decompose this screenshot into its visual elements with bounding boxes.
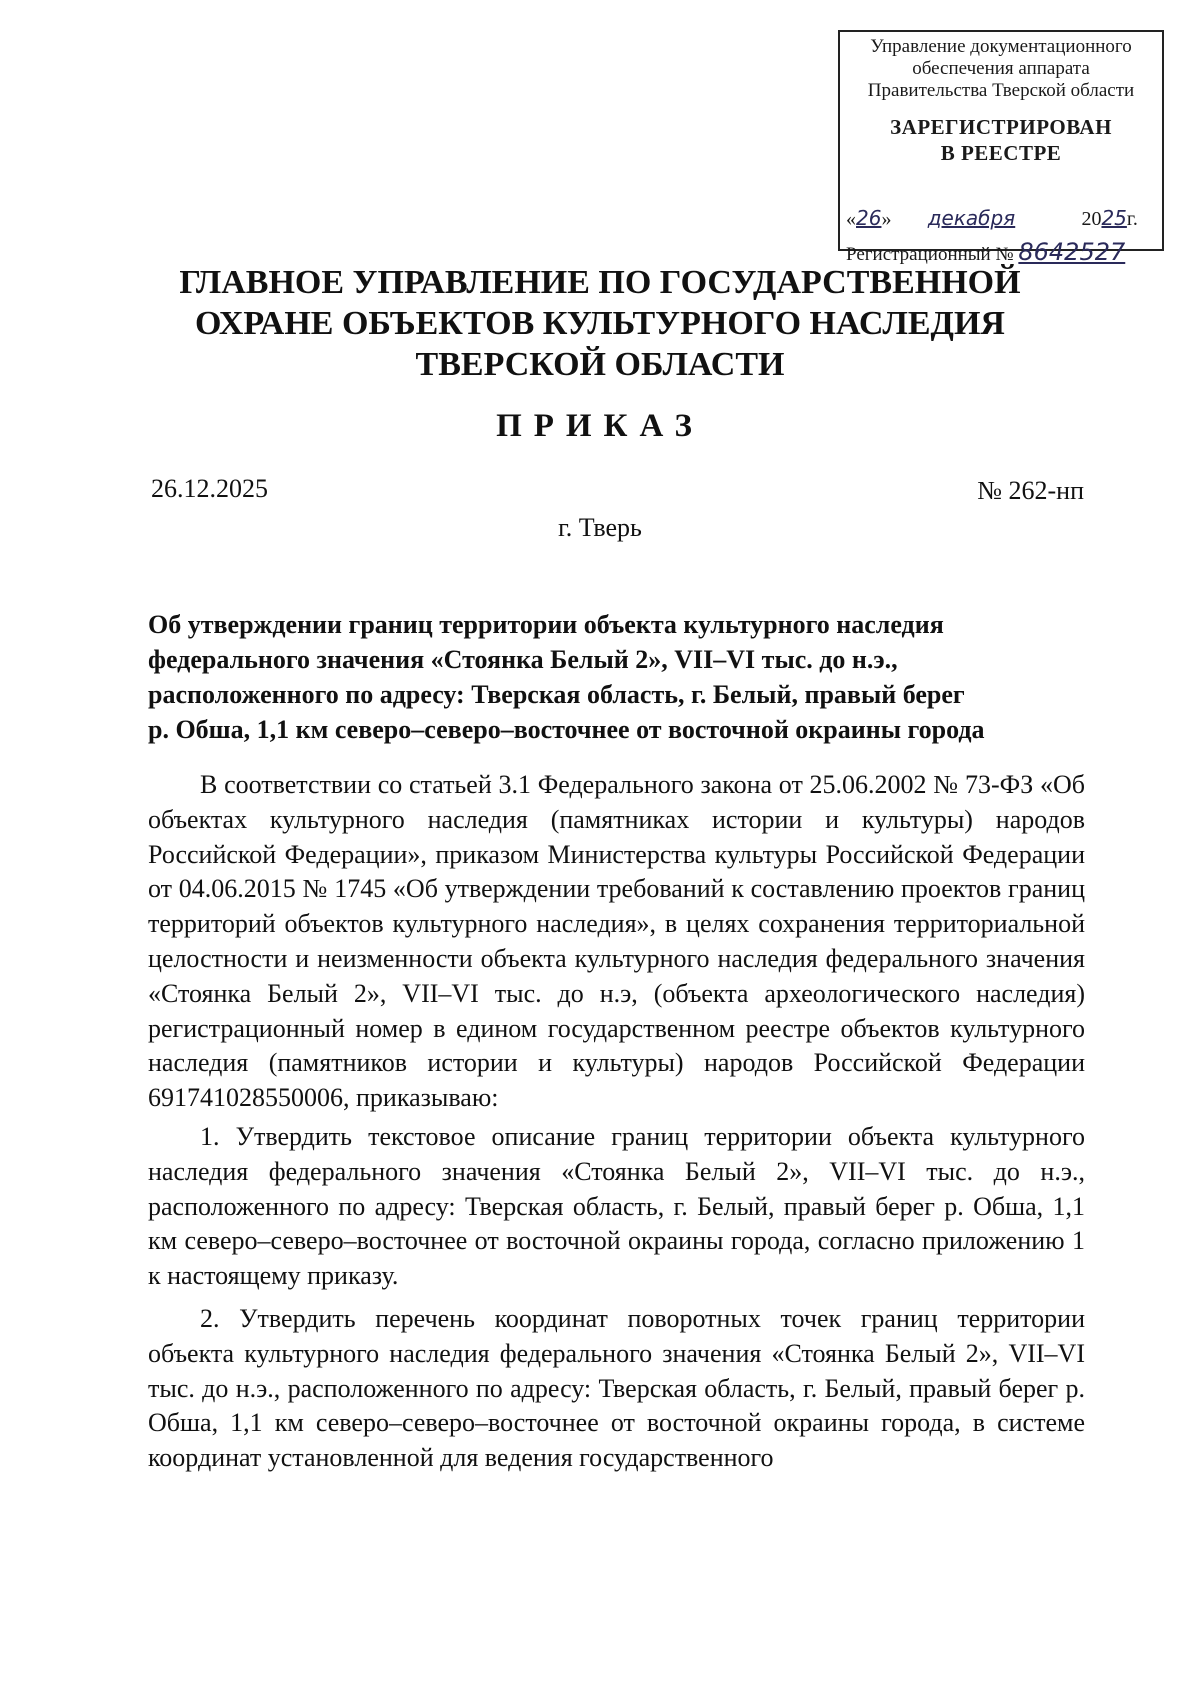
document-subject xyxy=(148,607,1088,747)
registration-stamp xyxy=(838,30,1164,266)
agency-name-line: ТВЕРСКОЙ ОБЛАСТИ xyxy=(415,346,785,383)
stamp-date-year-suffix: 25 xyxy=(1101,206,1127,230)
subject-line: федерального значения «Стоянка Белый 2», VII–VI тыс. до н.э., xyxy=(148,645,898,674)
stamp-org-line: обеспечения аппарата xyxy=(912,58,1090,79)
stamp-org-line: Правительства Тверской области xyxy=(867,80,1135,101)
agency-name-line: ГЛАВНОЕ УПРАВЛЕНИЕ ПО ГОСУДАРСТВЕННОЙ xyxy=(179,264,1021,301)
stamp-reg-number-label: Регистрационный № xyxy=(846,244,1014,265)
body-intro-paragraph: В соответствии со статьей 3.1 Федерального закона от 25.06.2002 № 73-ФЗ «Об объектах культурного наследия (памятниках истории и культуры) народов Российской Федерации», приказом Министерства культуры Российской Федерации от 04.06.2015 № 1745 «Об утверждении требований к составлению проектов границ территорий объектов культурного наследия», в целях сохранения территориальной целостности и неизменности объекта культурного наследия федерального значения «Стоянка Белый 2», VII–VI тыс. до н.э, (объекта археологического наследия) регистрационный номер в едином государственном реестре объектов культурного наследия (памятников истории и культуры) народов Российской Федерации 691741028550006, приказываю: xyxy=(148,770,1085,1113)
subject-line: р. Обша, 1,1 км северо–северо–восточнее от восточной окраины города xyxy=(148,715,985,744)
stamp-date xyxy=(846,206,1158,231)
stamp-registered-line: ЗАРЕГИСТРИРОВАН xyxy=(890,115,1112,139)
document-number: № 262-нп xyxy=(977,476,1084,505)
document-place: г. Тверь xyxy=(558,513,642,542)
subject-line: расположенного по адресу: Тверская область, г. Белый, правый берег xyxy=(148,680,965,709)
stamp-date-close-quote: » xyxy=(881,208,892,230)
stamp-org-line: Управление документационного xyxy=(870,36,1132,57)
document-body xyxy=(148,768,1085,1484)
stamp-registered-title xyxy=(840,114,1162,166)
stamp-registered-line: В РЕЕСТРЕ xyxy=(940,141,1062,165)
document-type: ПРИКАЗ xyxy=(496,408,704,444)
body-item-2: 2. Утвердить перечень координат поворотных точек границ территории объекта культурного наследия федерального значения «Стоянка Белый 2», VII–VI тыс. до н.э., расположенного по адресу: Тверская область, г. Белый, правый берег р. Обша, 1,1 км северо–северо–восточнее от восточной окраины города, в системе координат установленной для ведения государственного xyxy=(148,1303,1085,1473)
stamp-date-month: декабря xyxy=(927,206,1016,230)
stamp-reg-number-value: 8642527 xyxy=(1018,238,1126,266)
stamp-date-day: 26 xyxy=(856,206,882,230)
stamp-date-open-quote: « xyxy=(846,208,856,230)
agency-name xyxy=(150,262,1050,385)
stamp-organization xyxy=(840,36,1162,102)
agency-name-line: ОХРАНЕ ОБЪЕКТОВ КУЛЬТУРНОГО НАСЛЕДИЯ xyxy=(195,305,1005,342)
stamp-date-year-prefix: 20 xyxy=(1081,208,1102,230)
body-item-1: 1. Утвердить текстовое описание границ территории объекта культурного наследия федерального значения «Стоянка Белый 2», VII–VI тыс. до н.э., расположенного по адресу: Тверская область, г. Белый, правый берег р. Обша, 1,1 км северо–северо–восточнее от восточной окраины города, согласно приложению 1 к настоящему приказу. xyxy=(148,1121,1085,1291)
document-date: 26.12.2025 xyxy=(151,474,268,503)
stamp-date-year-unit: г. xyxy=(1126,208,1138,230)
subject-line: Об утверждении границ территории объекта культурного наследия xyxy=(148,610,944,639)
